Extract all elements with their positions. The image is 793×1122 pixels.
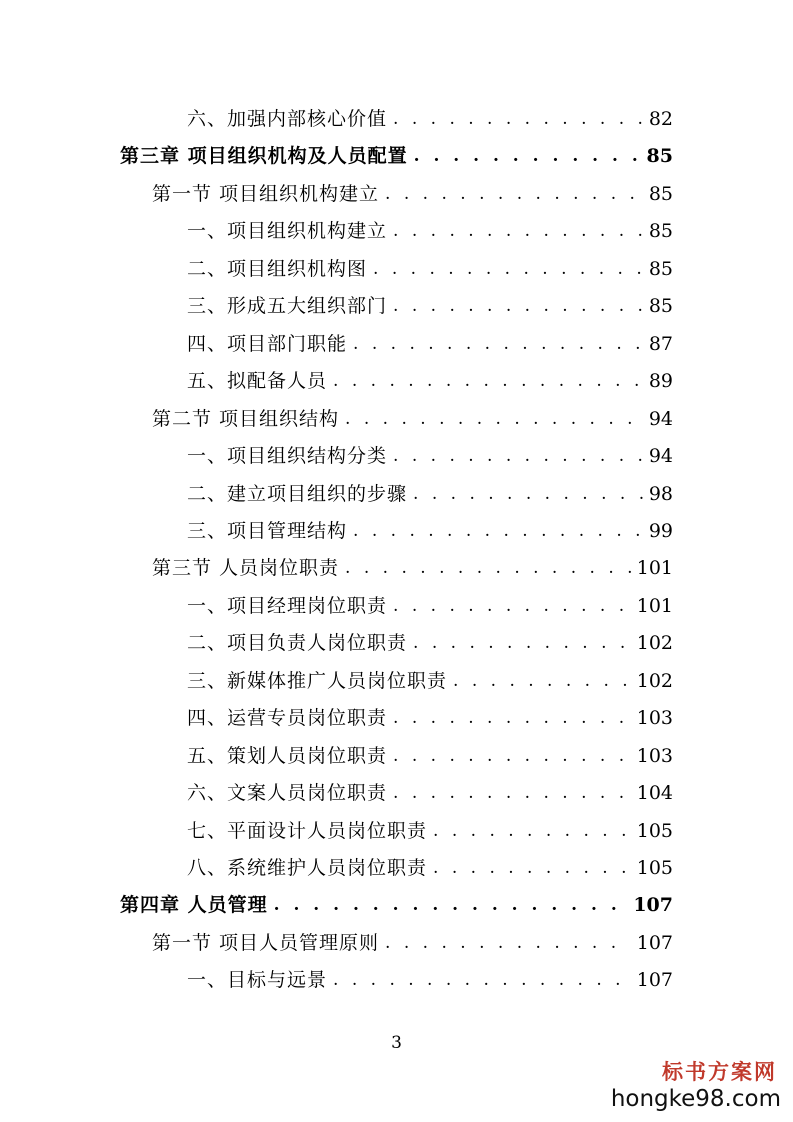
dot-leader	[353, 516, 643, 546]
toc-entry-page: 103	[636, 707, 673, 730]
dot-leader	[333, 965, 631, 995]
toc-entry-title: 四、运营专员岗位职责	[187, 707, 388, 730]
dot-leader	[345, 553, 631, 583]
toc-item-row[interactable]	[187, 666, 673, 696]
dot-leader	[353, 329, 643, 359]
toc-entry-page: 85	[648, 257, 673, 280]
toc-item-row[interactable]	[187, 853, 673, 883]
toc-item-row[interactable]	[187, 816, 673, 846]
watermark-url: hongke98.com	[610, 1086, 781, 1112]
toc-item-row[interactable]	[187, 479, 673, 509]
dot-leader	[393, 778, 631, 808]
toc-item-row[interactable]	[187, 254, 673, 284]
toc-entry-page: 94	[648, 445, 673, 468]
toc-entry-title: 二、建立项目组织的步骤	[187, 482, 408, 505]
toc-entry-title: 二、项目负责人岗位职责	[187, 632, 408, 655]
toc-item-row[interactable]	[187, 441, 673, 471]
toc-entry-page: 98	[648, 482, 673, 505]
toc-entry-page: 99	[648, 519, 673, 542]
toc-entry-page: 85	[648, 220, 673, 243]
toc-entry-title: 第四章 人员管理	[120, 894, 268, 917]
toc-item-row[interactable]	[187, 628, 673, 658]
toc-item-row[interactable]	[187, 104, 673, 134]
toc-entry-page: 104	[636, 782, 673, 805]
toc-item-row[interactable]	[187, 703, 673, 733]
dot-leader	[413, 628, 631, 658]
watermark-logo	[611, 1056, 781, 1112]
watermark-cn: 标书方案网	[662, 1060, 777, 1084]
toc-entry-title: 三、形成五大组织部门	[187, 295, 388, 318]
toc-entry-page: 85	[648, 182, 673, 205]
dot-leader	[393, 441, 643, 471]
toc-item-row[interactable]	[187, 329, 673, 359]
toc-item-row[interactable]	[187, 516, 673, 546]
toc-item-row[interactable]	[187, 741, 673, 771]
toc-entry-page: 102	[636, 632, 673, 655]
dot-leader	[453, 666, 631, 696]
toc-entry-page: 89	[648, 370, 673, 393]
dot-leader	[385, 179, 643, 209]
toc-item-row[interactable]	[187, 291, 673, 321]
toc-item-row[interactable]	[187, 778, 673, 808]
toc-entry-page: 103	[636, 744, 673, 767]
toc-entry-title: 一、项目组织结构分类	[187, 445, 388, 468]
toc-entry-title: 第一节 项目人员管理原则	[152, 931, 380, 954]
toc-entry-title: 一、项目经理岗位职责	[187, 594, 388, 617]
toc-chapter-row[interactable]	[120, 890, 673, 920]
toc-entry-title: 第一节 项目组织机构建立	[152, 182, 380, 205]
toc-entry-page: 101	[636, 594, 673, 617]
toc-entry-title: 二、项目组织机构图	[187, 257, 368, 280]
dot-leader	[385, 928, 631, 958]
toc-entry-page: 101	[636, 557, 673, 580]
toc-entry-page: 107	[633, 894, 673, 917]
dot-leader	[393, 741, 631, 771]
toc-entry-title: 一、目标与远景	[187, 969, 328, 992]
toc-entry-title: 六、加强内部核心价值	[187, 108, 388, 130]
dot-leader	[274, 890, 628, 920]
toc-entry-title: 五、策划人员岗位职责	[187, 744, 388, 767]
toc-entry-title: 八、系统维护人员岗位职责	[187, 857, 428, 879]
dot-leader	[345, 404, 643, 434]
toc-entry-page: 94	[648, 407, 673, 430]
toc-entry-page: 107	[636, 969, 673, 992]
toc-entry-page: 107	[636, 931, 673, 954]
toc-section-row[interactable]	[152, 404, 673, 434]
toc-entry-title: 五、拟配备人员	[187, 370, 328, 393]
dot-leader	[333, 366, 643, 396]
toc-entry-page: 85	[646, 145, 673, 168]
toc-entry-page: 105	[636, 819, 673, 842]
toc-entry-page: 87	[648, 332, 673, 355]
toc-item-row[interactable]	[187, 216, 673, 246]
dot-leader	[393, 291, 643, 321]
toc-entry-page: 85	[648, 295, 673, 318]
toc-entry-title: 三、项目管理结构	[187, 519, 348, 542]
dot-leader	[393, 216, 643, 246]
toc-section-row[interactable]	[152, 928, 673, 958]
toc-entry-title: 第三节 人员岗位职责	[152, 557, 340, 580]
toc-entry-title: 一、项目组织机构建立	[187, 220, 388, 243]
dot-leader	[433, 816, 631, 846]
dot-leader	[393, 591, 631, 621]
dot-leader	[413, 479, 643, 509]
dot-leader	[393, 104, 643, 134]
toc-entry-title: 三、新媒体推广人员岗位职责	[187, 669, 448, 692]
dot-leader	[393, 703, 631, 733]
toc-section-row[interactable]	[152, 179, 673, 209]
dot-leader	[433, 853, 631, 883]
toc-entry-title: 七、平面设计人员岗位职责	[187, 819, 428, 842]
dot-leader	[373, 254, 643, 284]
toc-section-row[interactable]	[152, 553, 673, 583]
toc-entry-title: 第二节 项目组织结构	[152, 407, 340, 430]
toc-entry-title: 第三章 项目组织机构及人员配置	[120, 145, 408, 168]
toc-item-row[interactable]	[187, 366, 673, 396]
toc-chapter-row[interactable]	[120, 141, 673, 171]
toc-item-row[interactable]	[187, 591, 673, 621]
toc-entry-title: 四、项目部门职能	[187, 332, 348, 355]
page-number: 3	[391, 1033, 402, 1053]
toc-entry-page: 102	[636, 669, 673, 692]
dot-leader	[414, 141, 641, 171]
toc-entry-page: 82	[648, 108, 673, 130]
toc-entry-title: 六、文案人员岗位职责	[187, 782, 388, 805]
toc-entry-page: 105	[636, 857, 673, 879]
toc-item-row[interactable]	[187, 965, 673, 995]
